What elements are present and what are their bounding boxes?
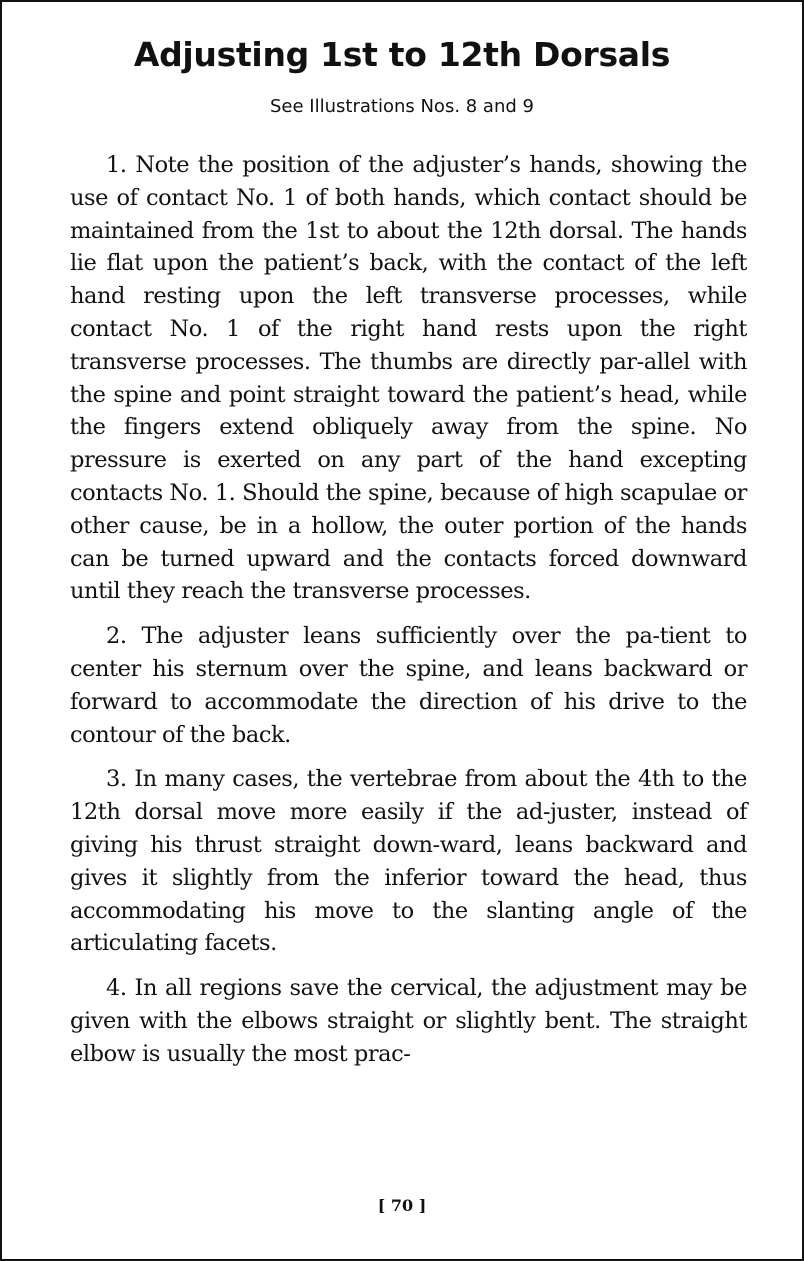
- paragraph-3: 3. In many cases, the vertebrae from about the 4th to the 12th dorsal move more easily if the ad-juster, instead of giving his thrust straight down-ward, leans backward and gives it slightly from the inferior toward the head, thus accommodating his move to the slanting angle of the articulating facets.: [70, 766, 747, 957]
- paragraph-2: 2. The adjuster leans sufficiently over the pa-tient to center his sternum over the spine, and leans backward or forward to accommodate the direction of his drive to the contour of the back.: [70, 623, 747, 748]
- page-subtitle: See Illustrations Nos. 8 and 9: [270, 96, 534, 117]
- paragraph-1: 1. Note the position of the adjuster’s hands, showing the use of contact No. 1 of both hands, which contact should be maintained from the 1st to about the 12th dorsal. The hands lie flat upon the patient’s back, with the contact of the left hand resting upon the left transverse processes, while contact No. 1 of the right hand rests upon the right transverse processes. The thumbs are directly par-allel with the spine and point straight toward the patient’s head, while the fingers extend obliquely away from the spine. No pressure is exerted on any part of the hand excepting contacts No. 1. Should the spine, because of high scapulae or other cause, be in a hollow, the outer portion of the hands can be turned upward and the contacts forced downward until they reach the transverse processes.: [70, 152, 747, 605]
- paragraph-4: 4. In all regions save the cervical, the adjustment may be given with the elbows straight or slightly bent. The straight elbow is usually the most prac-: [70, 975, 747, 1067]
- body-text: [70, 149, 747, 1083]
- page-number: [ 70 ]: [377, 1196, 427, 1215]
- page-title: Adjusting 1st to 12th Dorsals: [133, 35, 671, 74]
